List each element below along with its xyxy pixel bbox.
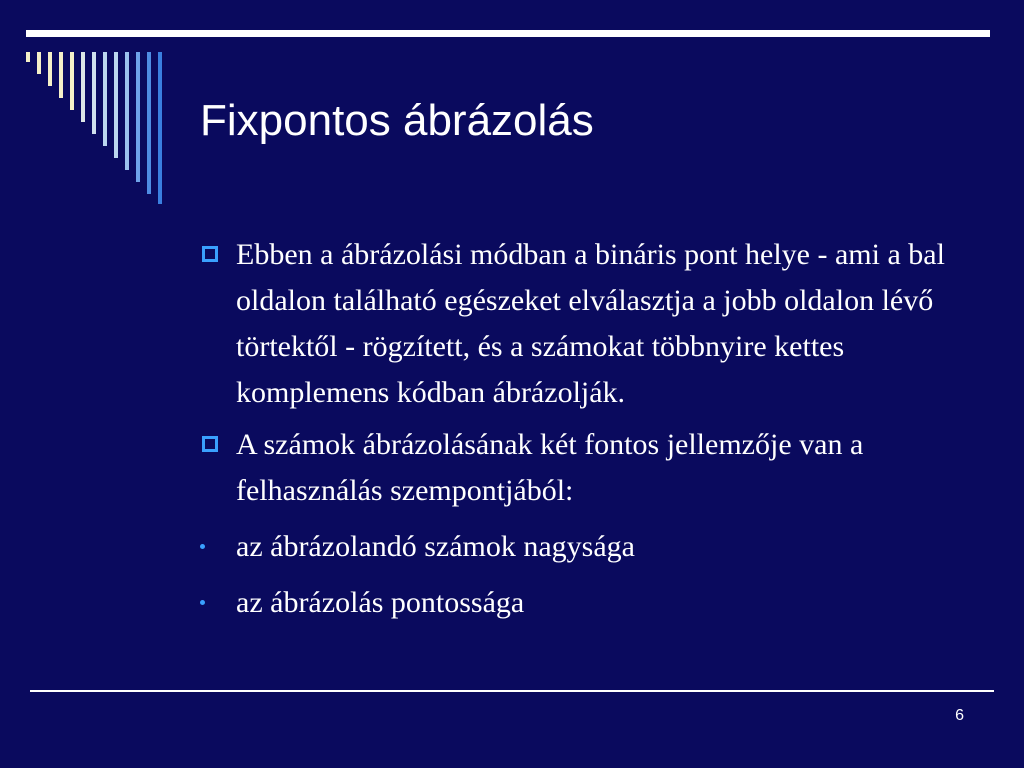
bullet-item	[198, 422, 988, 514]
square-bullet-icon	[202, 436, 218, 452]
bullet-item	[198, 232, 988, 416]
bullet-item	[198, 524, 988, 570]
bullet-list	[198, 232, 988, 626]
bullet-text: A számok ábrázolásának két fontos jellemzője van a felhasználás szempontjából:	[236, 428, 864, 507]
dot-bullet-icon	[200, 544, 205, 549]
slide-title: Fixpontos ábrázolás	[200, 96, 594, 145]
bottom-rule	[30, 690, 994, 692]
bullet-text: az ábrázolás pontossága	[236, 586, 525, 619]
decorative-stripes	[0, 0, 170, 210]
top-rule	[26, 30, 990, 37]
bullet-text: az ábrázolandó számok nagysága	[236, 530, 635, 563]
bullet-item	[198, 580, 988, 626]
square-bullet-icon	[202, 246, 218, 262]
bullet-text: Ebben a ábrázolási módban a bináris pont helye - ami a bal oldalon található egészeket elválasztja a jobb oldalon lévő törtektől - rögzített, és a számokat többnyire kettes komplemens kódban ábrázolják.	[236, 238, 945, 409]
page-number: 6	[955, 707, 964, 724]
dot-bullet-icon	[200, 600, 205, 605]
